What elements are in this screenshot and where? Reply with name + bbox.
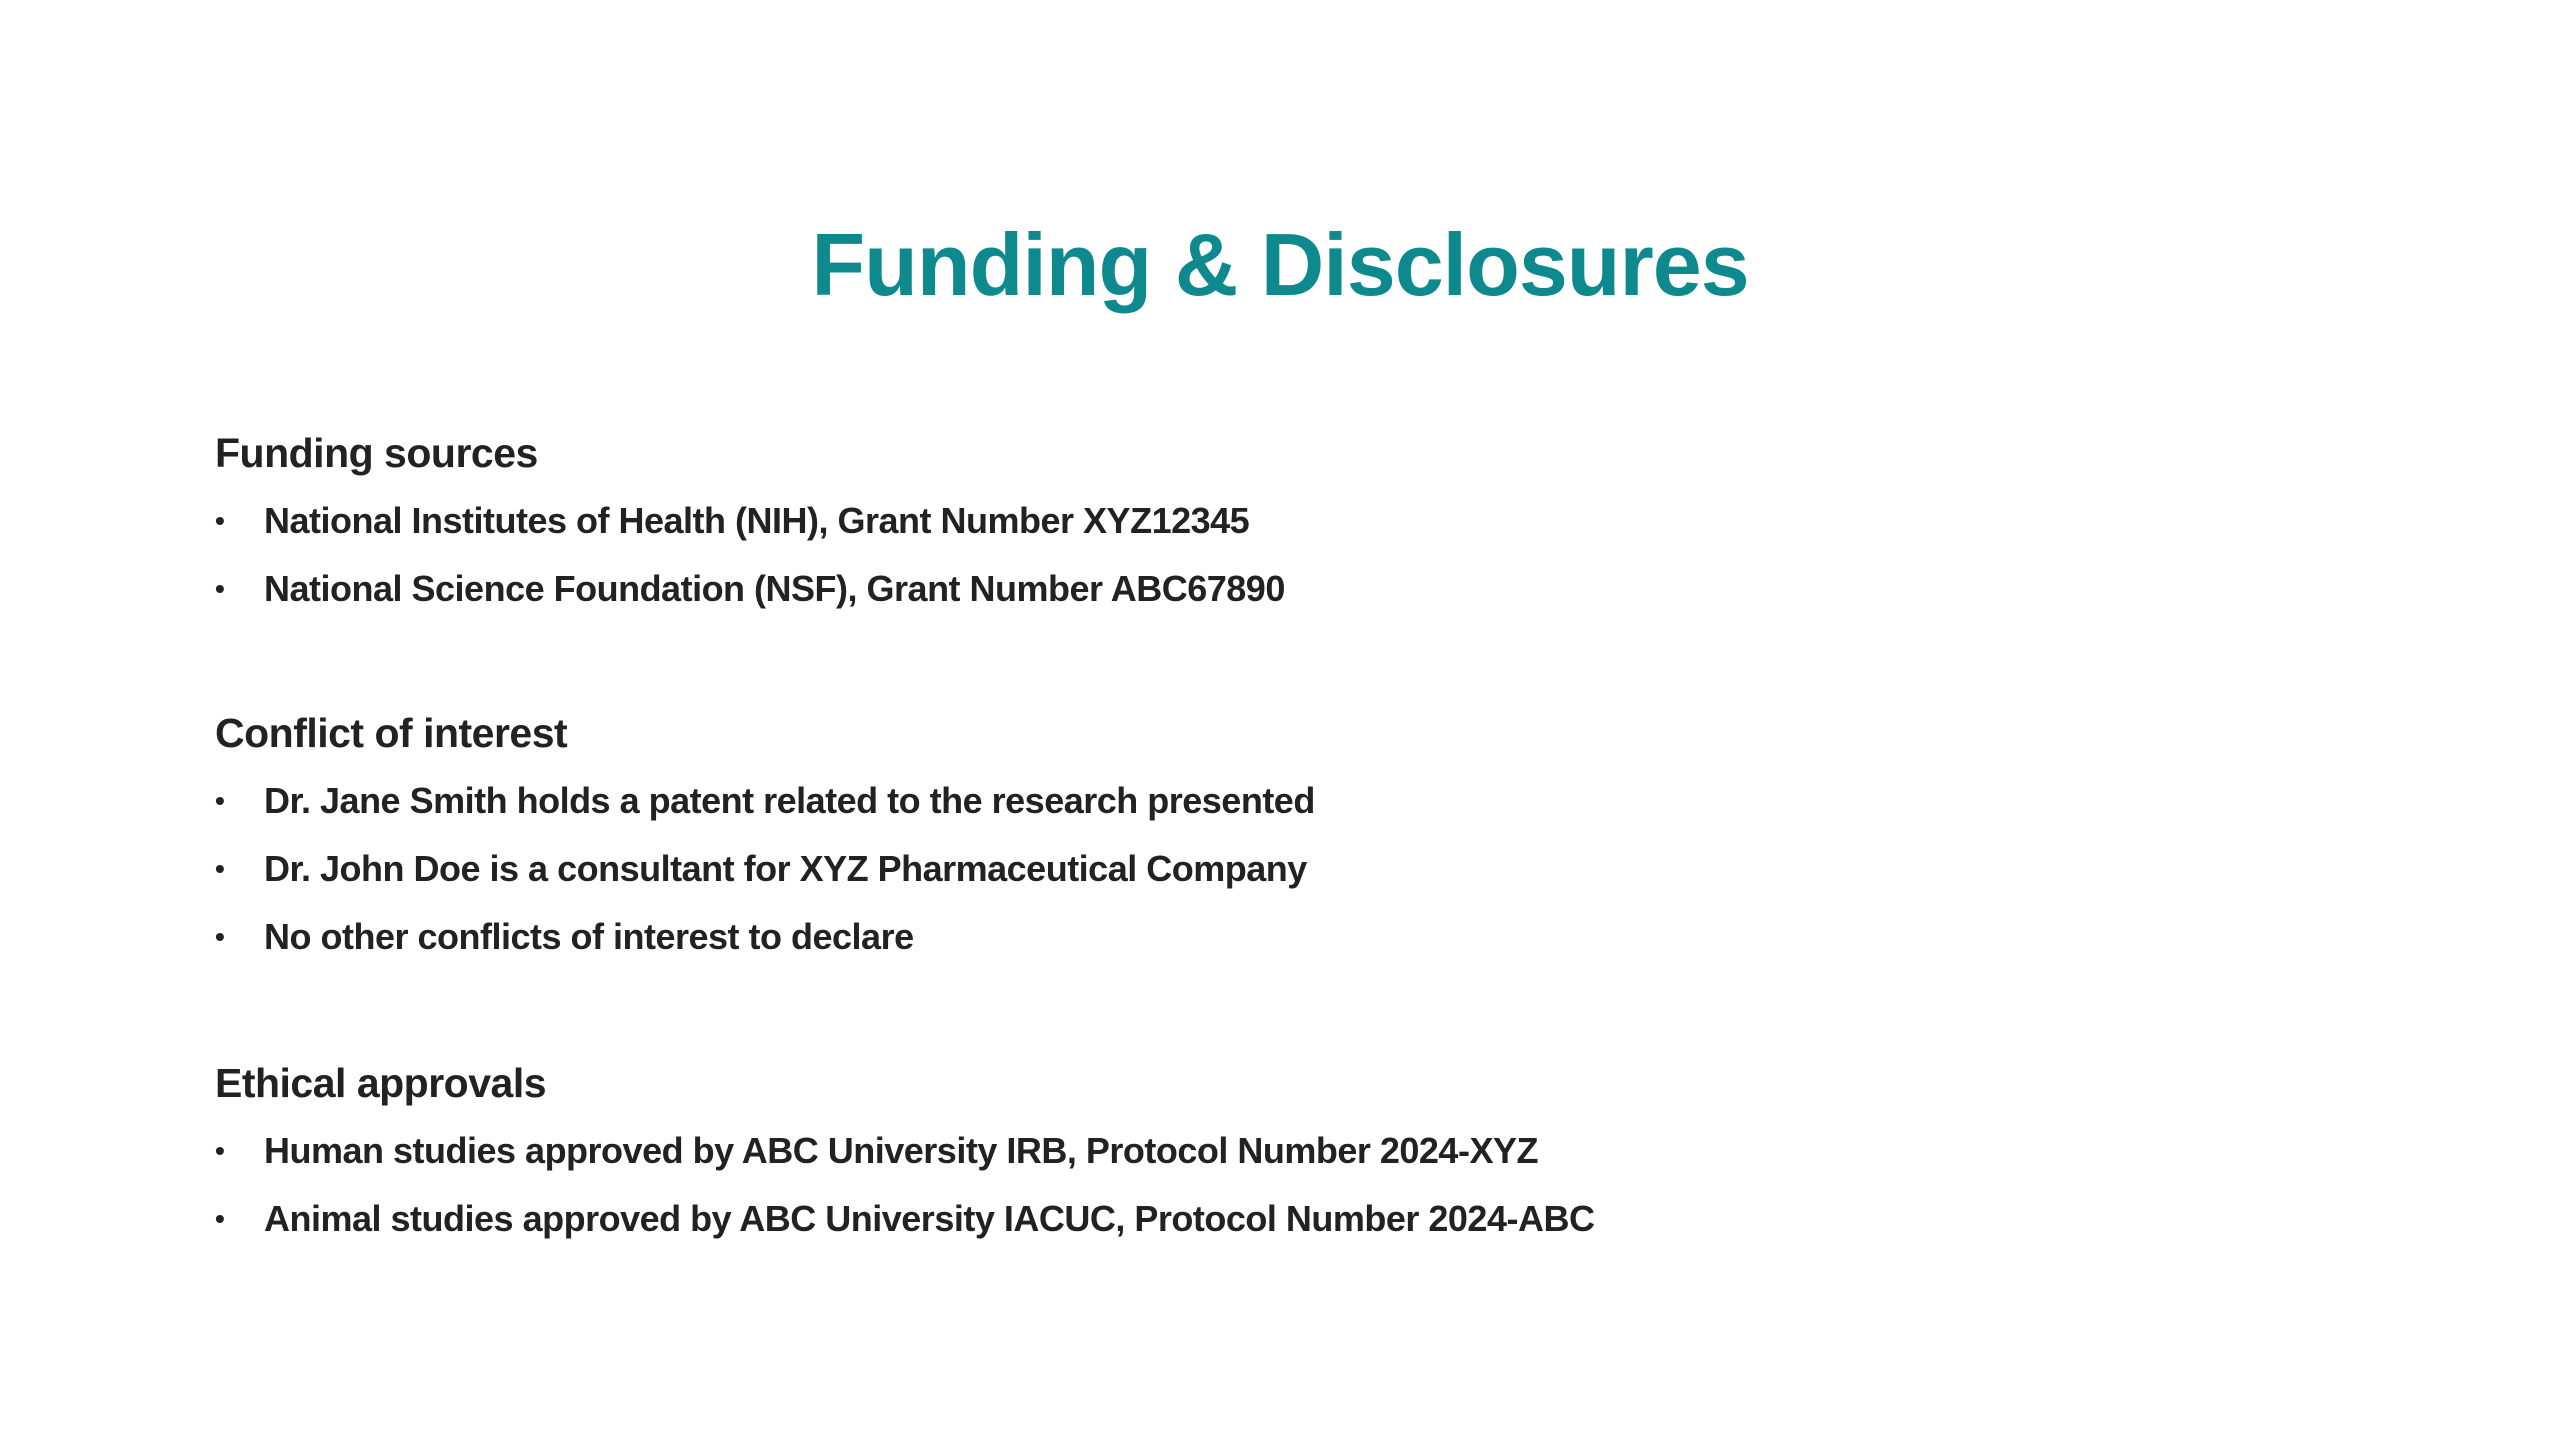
bullet-list xyxy=(215,493,2415,617)
list-item xyxy=(215,493,2415,549)
bullet-list xyxy=(215,773,2415,965)
section-ethical-approvals xyxy=(215,1055,2415,1259)
bullet-icon: • xyxy=(215,785,225,816)
list-item-text: Dr. Jane Smith holds a patent related to the research presented xyxy=(264,780,1315,821)
section-heading: Funding sources xyxy=(215,430,538,476)
list-item xyxy=(215,561,2415,617)
bullet-icon: • xyxy=(215,505,225,536)
list-item-text: No other conflicts of interest to declare xyxy=(264,916,914,957)
list-item xyxy=(215,1123,2415,1179)
bullet-icon: • xyxy=(215,573,225,604)
list-item-text: National Institutes of Health (NIH), Grant Number XYZ12345 xyxy=(264,500,1250,541)
list-item xyxy=(215,841,2415,897)
section-funding-sources xyxy=(215,425,2415,629)
bullet-icon: • xyxy=(215,1203,225,1234)
bullet-icon: • xyxy=(215,1135,225,1166)
section-conflict-of-interest xyxy=(215,705,2415,977)
bullet-icon: • xyxy=(215,853,225,884)
bullet-icon: • xyxy=(215,921,225,952)
list-item-text: Animal studies approved by ABC University IACUC, Protocol Number 2024-ABC xyxy=(264,1198,1595,1239)
bullet-list xyxy=(215,1123,2415,1247)
list-item-text: Human studies approved by ABC University IRB, Protocol Number 2024-XYZ xyxy=(264,1130,1538,1171)
list-item-text: National Science Foundation (NSF), Grant Number ABC67890 xyxy=(264,568,1285,609)
list-item-text: Dr. John Doe is a consultant for XYZ Pharmaceutical Company xyxy=(264,848,1307,889)
list-item xyxy=(215,1191,2415,1247)
section-heading: Ethical approvals xyxy=(215,1060,547,1106)
list-item xyxy=(215,773,2415,829)
list-item xyxy=(215,909,2415,965)
section-heading: Conflict of interest xyxy=(215,710,568,756)
slide-title: Funding & Disclosures xyxy=(811,215,1749,314)
